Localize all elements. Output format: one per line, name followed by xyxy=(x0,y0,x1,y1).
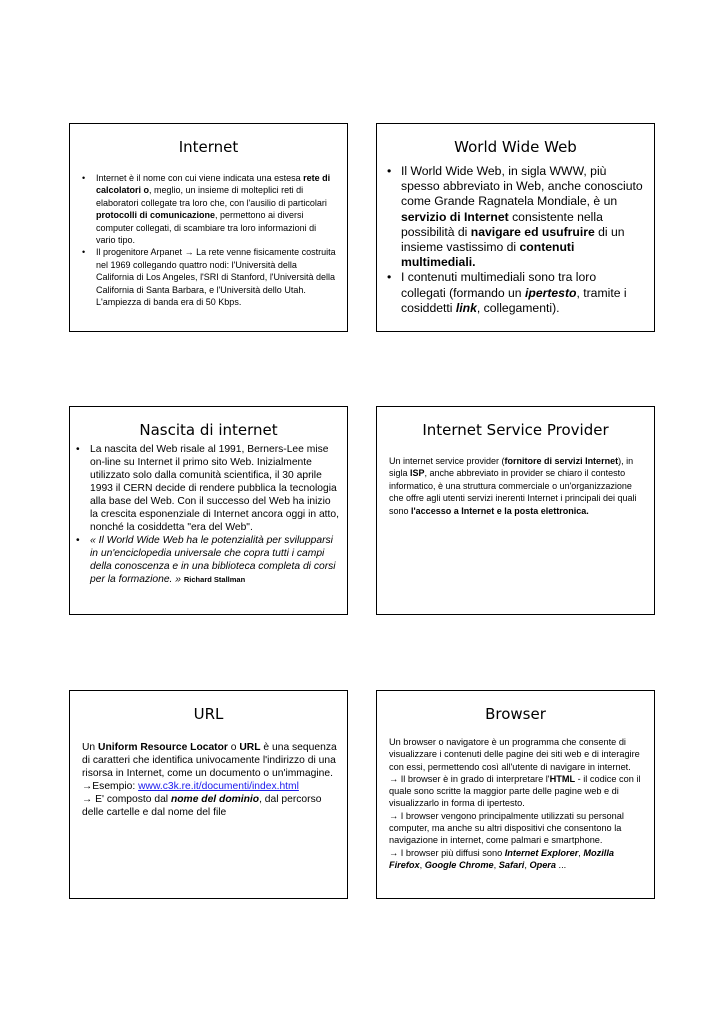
text: , collegamenti). xyxy=(476,300,560,315)
arrow-icon: → xyxy=(82,794,93,805)
bold-italic-text: ipertesto xyxy=(524,285,577,300)
bold-text: fornitore di servizi Internet xyxy=(504,456,619,466)
bold-text: URL xyxy=(239,742,261,753)
slide-title: Internet Service Provider xyxy=(422,421,609,439)
bold-italic-text: Opera xyxy=(529,859,556,870)
text: ), in sigla xyxy=(389,456,634,479)
bold-text: Uniform Resource Locator xyxy=(98,742,228,753)
bullet-item xyxy=(387,164,644,270)
paragraph xyxy=(82,780,337,793)
arrow-icon: → xyxy=(389,773,399,784)
text: , anche abbreviato in provider se chiaro il contesto informatico, è una struttura commerciale o un'organizzazione che offre agli utenti servizi inerenti Internet i principali dei quali sono xyxy=(389,468,637,516)
bold-italic-text: Mozilla Firefox xyxy=(389,847,615,870)
text: Un xyxy=(82,742,99,753)
bullet-item xyxy=(82,172,337,246)
bold-text: protocolli di comunicazione xyxy=(96,210,216,221)
text: consistente nella possibilità di xyxy=(401,209,603,239)
bullet-item xyxy=(387,270,644,316)
text: La rete venne fisicamente costruita nel 1969 collegando quattro nodi: l'Università della California di Los Angeles, l'SRI di Stanford, l'Università della California di Santa Barbara, e l'Università dello Utah. L'ampiezza di banda era di 50 Kbps. xyxy=(96,247,336,308)
bold-text: l'accesso a Internet e la posta elettronica. xyxy=(411,505,589,516)
text: o xyxy=(227,742,240,753)
paragraph xyxy=(389,773,644,810)
example-link[interactable]: www.c3k.re.it/documenti/index.html xyxy=(138,781,299,792)
text: Esempio: xyxy=(92,781,139,792)
slide-title: URL xyxy=(193,705,224,723)
text: , xyxy=(578,847,584,858)
bold-italic-text: link xyxy=(455,300,477,315)
text: , meglio, un insieme di molteplici reti di elaboratori collegate tra loro che, con l'ausilio di particolari xyxy=(96,185,327,208)
bullet-item xyxy=(82,246,337,308)
slide-www xyxy=(376,123,655,332)
text: I browser più diffusi sono xyxy=(398,847,505,858)
text: Un internet service provider ( xyxy=(389,456,505,466)
text: I contenuti multimediali sono tra loro collegati (formando un xyxy=(401,270,597,300)
quote-text: « Il World Wide Web ha le potenzialità per svilupparsi in un'enciclopedia universale che copra tutti i campi della conoscenza e in una biblioteca completa di corsi per la formazione. » xyxy=(90,535,336,585)
text: - il codice con il quale sono scritte la maggior parte delle pagine web e di visualizzarlo in forma di ipertesto. xyxy=(389,773,641,809)
arrow-icon: → xyxy=(82,781,93,792)
text: Il browser è in grado di interpretare l' xyxy=(398,773,550,784)
bold-text: ISP xyxy=(410,468,425,479)
slide-body xyxy=(70,443,347,586)
paragraph xyxy=(389,810,644,847)
bold-italic-text: nome del dominio xyxy=(170,794,260,805)
text: , xyxy=(524,859,530,870)
text: Internet è il nome con cui viene indicata una estesa xyxy=(96,173,304,183)
text: ... xyxy=(556,859,567,870)
bold-text: HTML xyxy=(549,773,576,784)
text: , tramite i cosiddetti xyxy=(401,285,627,315)
text: Il progenitore Arpanet xyxy=(96,247,185,258)
slide-title: World Wide Web xyxy=(454,138,577,156)
slide-body xyxy=(377,164,654,316)
bold-text: rete di calcolatori o xyxy=(96,173,331,196)
arrow-icon: → xyxy=(184,247,194,258)
paragraph xyxy=(389,455,644,517)
text: , dal percorso delle cartelle e dal nome del file xyxy=(82,794,322,818)
paragraph xyxy=(82,741,337,780)
bullet-item: • La nascita del Web risale al 1991, Berners-Lee mise on-line su Internet il primo sito Web. Inizialmente utilizzato solo dalla comunità scientifica, il 30 aprile 1993 il CERN decide di rendere pubblica la tecnologia alla base del Web. Con il successo del Web ha inizio la crescita esponenziale di Internet ancora oggi in atto, nonché la cosiddetta "era del Web". xyxy=(76,443,341,534)
text: è una sequenza di caratteri che identifica univocamente l'indirizzo di una risorsa in Internet, come un documento o un'immagine. xyxy=(82,742,337,779)
bullet-item xyxy=(76,534,341,586)
quote-author: Richard Stallman xyxy=(183,575,246,584)
slide-body xyxy=(377,455,654,517)
slide-internet xyxy=(69,123,348,332)
text: , xyxy=(493,859,499,870)
bold-text: contenuti multimediali. xyxy=(401,240,575,270)
slide-nascita xyxy=(69,406,348,615)
paragraph: Un browser o navigatore è un programma che consente di visualizzare i contenuti delle pagine dei siti web e di interagire con essi, permettendo così all'utente di navigare in internet. xyxy=(389,737,640,772)
text: I browser vengono principalmente utilizzati su personal computer, ma anche su altri dispositivi che consentono la navigazione in internet, come palmari e smartphone. xyxy=(389,810,624,846)
text: di un insieme vastissimo di xyxy=(401,224,625,255)
text: E' composto dal xyxy=(92,794,171,805)
slide-body xyxy=(377,736,654,871)
slide-title: Nascita di internet xyxy=(139,421,278,439)
bold-italic-text: Internet Explorer xyxy=(504,847,579,858)
slide-url xyxy=(69,690,348,899)
slide-body xyxy=(70,741,347,819)
arrow-icon: → xyxy=(389,810,399,821)
bold-text: servizio di Internet xyxy=(401,209,509,224)
paragraph xyxy=(82,793,337,819)
slide-body xyxy=(70,172,347,308)
slide-isp xyxy=(376,406,655,615)
slide-title: Internet xyxy=(178,138,239,156)
arrow-icon: → xyxy=(389,847,399,858)
text: , xyxy=(419,859,425,870)
bold-italic-text: Google Chrome xyxy=(424,859,494,870)
bold-text: navigare ed usufruire xyxy=(470,224,595,239)
bold-italic-text: Safari xyxy=(498,859,525,870)
slide-browser xyxy=(376,690,655,899)
paragraph xyxy=(389,847,644,872)
slide-title: Browser xyxy=(485,705,546,723)
text: , permettono ai diversi computer collegati, di scambiare tra loro informazioni di vario tipo. xyxy=(96,210,317,246)
text: Il World Wide Web, in sigla WWW, più spesso abbreviato in Web, anche conosciuto come Grande Ragnatela Mondiale, è un xyxy=(401,164,643,209)
